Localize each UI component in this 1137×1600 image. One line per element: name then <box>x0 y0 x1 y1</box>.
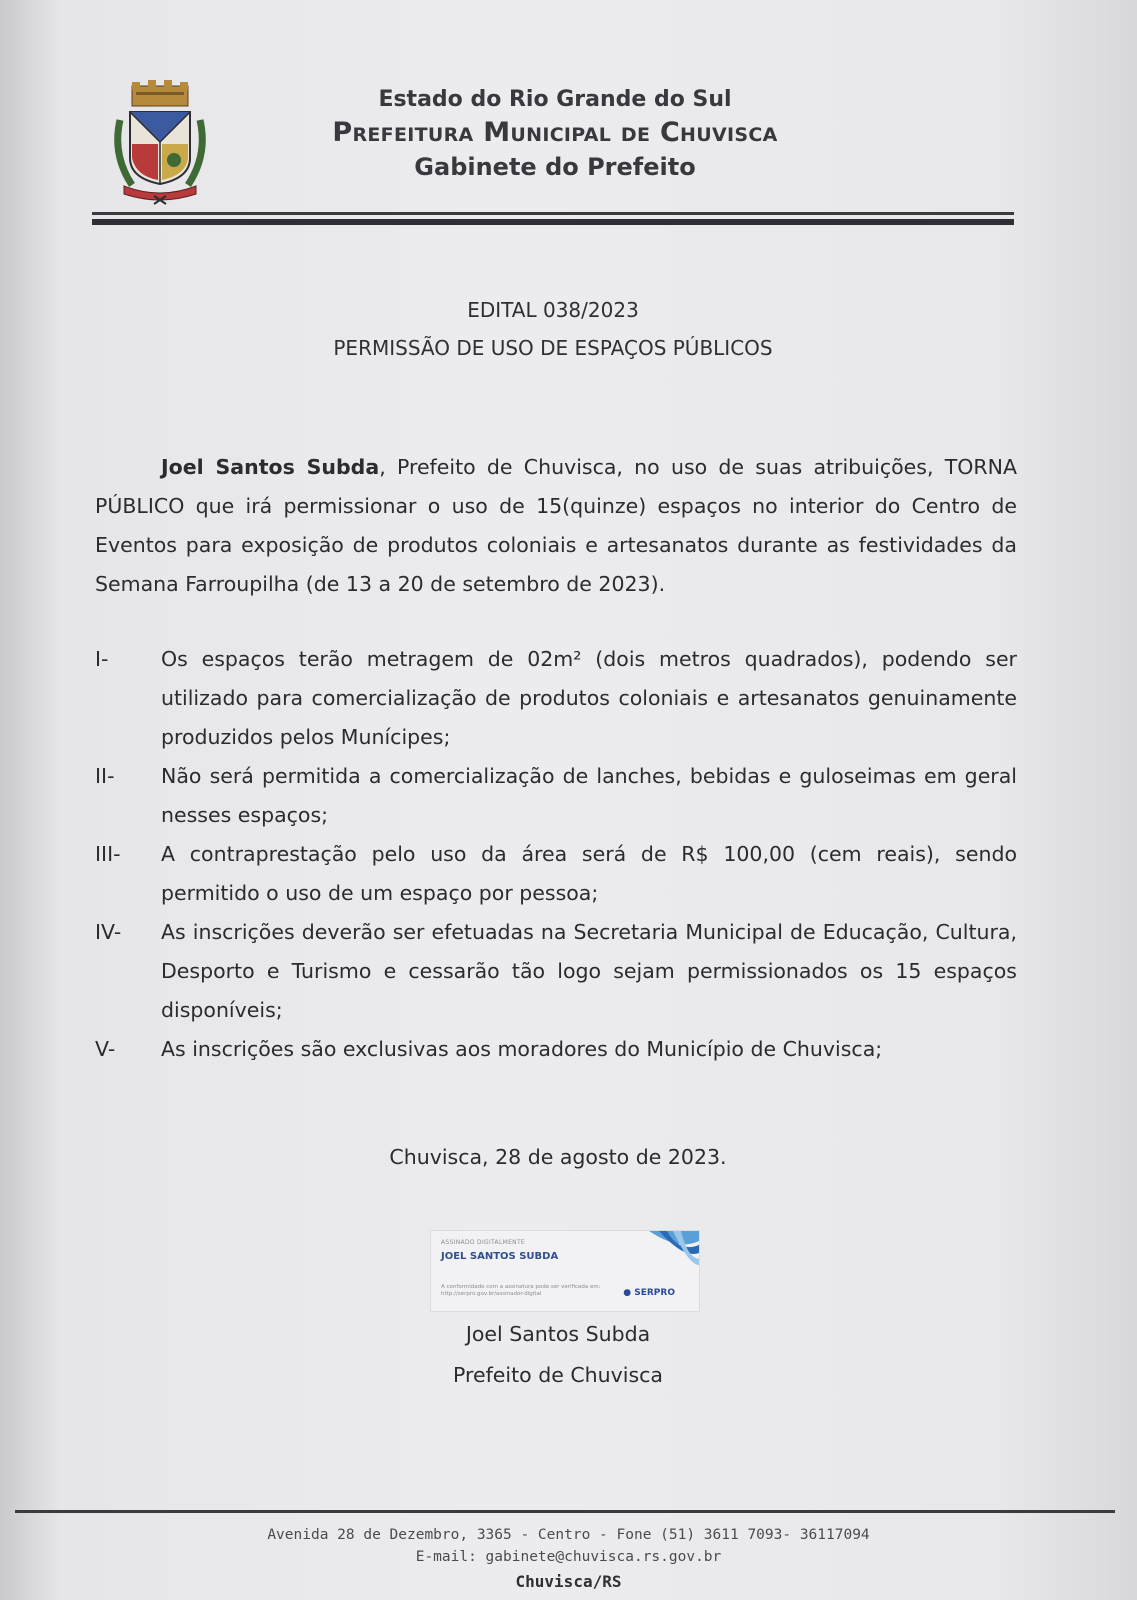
prefeitura-name: Prefeitura Municipal de Chuvisca <box>332 117 778 148</box>
stamp-signer-name: JOEL SANTOS SUBDA <box>441 1251 559 1262</box>
item-number: III- <box>95 842 121 866</box>
footer-email: E-mail: gabinete@chuvisca.rs.gov.br <box>415 1549 722 1565</box>
intro-text: , Prefeito de Chuvisca, no uso de suas atribuições, TORNA PÚBLICO que irá permissionar o uso de 15(quinze) espaços no interior do Centro de Eventos para exposição de produtos coloniais e artesanatos durante as festividades da Semana Farroupilha (de 13 a 20 de setembro de 2023). <box>95 455 1018 596</box>
mayor-name: Joel Santos Subda <box>161 455 380 479</box>
item-text: A contraprestação pelo uso da área será de R$ 100,00 (cem reais), sendo permitido o uso de um espaço por pessoa; <box>161 842 1017 905</box>
item-text: Não será permitida a comercialização de lanches, bebidas e guloseimas em geral nesses espaços; <box>161 764 1017 827</box>
list-item <box>95 757 1017 835</box>
digital-signature-stamp <box>430 1230 700 1312</box>
document-date: Chuvisca, 28 de agosto de 2023. <box>389 1145 727 1169</box>
list-item <box>95 913 1017 1030</box>
item-text: As inscrições deverão ser efetuadas na Secretaria Municipal de Educação, Cultura, Desporto e Turismo e cessarão tão logo sejam permissionados os 15 espaços disponíveis; <box>161 920 1017 1022</box>
edital-number: EDITAL 038/2023 <box>467 298 639 322</box>
footer-divider <box>15 1510 1115 1513</box>
signatory-role: Prefeito de Chuvisca <box>453 1363 663 1387</box>
item-number: II- <box>95 764 115 788</box>
stamp-label: ASSINADO DIGITALMENTE <box>441 1239 526 1246</box>
item-number: V- <box>95 1037 116 1061</box>
municipal-crest-icon <box>110 80 210 205</box>
list-item <box>95 835 1017 913</box>
item-number: I- <box>95 647 109 671</box>
footer-address: Avenida 28 de Dezembro, 3365 - Centro - Fone (51) 3611 7093- 36117094 <box>267 1527 870 1543</box>
header-divider-thick <box>92 219 1014 225</box>
serpro-logo: ● SERPRO <box>623 1288 675 1298</box>
list-item <box>95 640 1017 757</box>
signatory-name: Joel Santos Subda <box>465 1322 651 1346</box>
state-name: Estado do Rio Grande do Sul <box>378 87 732 112</box>
letterhead <box>300 85 810 183</box>
gabinete-name: Gabinete do Prefeito <box>414 153 696 181</box>
edital-subject: PERMISSÃO DE USO DE ESPAÇOS PÚBLICOS <box>333 336 773 360</box>
serpro-logo-text: SERPRO <box>634 1288 675 1298</box>
header-divider <box>92 212 1014 215</box>
stamp-verification-note: A conformidade com a assinatura pode ser verificada em: http://serpro.gov.br/assinador-digital <box>441 1284 601 1297</box>
item-text: Os espaços terão metragem de 02m² (dois metros quadrados), podendo ser utilizado para comercialização de produtos coloniais e artesanatos genuinamente produzidos pelos Munícipes; <box>161 647 1017 749</box>
item-text: As inscrições são exclusivas aos moradores do Município de Chuvisca; <box>161 1037 883 1061</box>
list-item <box>95 1030 1017 1069</box>
serpro-swirl-icon <box>639 1231 699 1276</box>
item-number: IV- <box>95 920 122 944</box>
clauses-list <box>95 640 1017 1069</box>
intro-paragraph <box>95 448 1017 604</box>
footer-city: Chuvisca/RS <box>515 1572 622 1591</box>
